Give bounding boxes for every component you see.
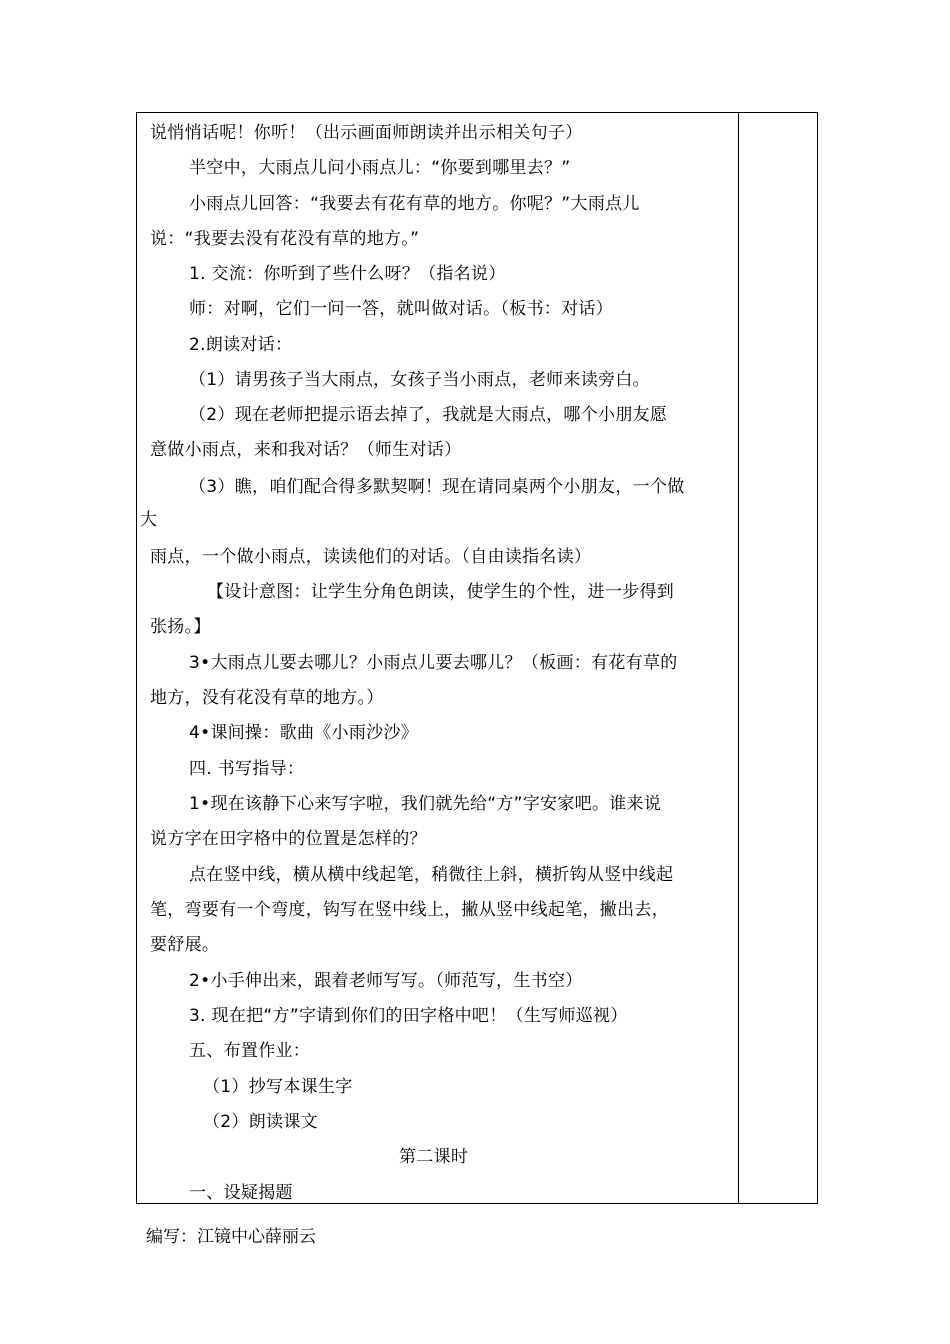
text-line: 大 xyxy=(140,510,158,530)
text-line: 小雨点儿回答：“我要去有花有草的地方。你呢？”大雨点儿 xyxy=(189,194,640,214)
text-line: 师：对啊，它们一问一答，就叫做对话。（板书：对话） xyxy=(189,299,613,319)
text-line: 说悄悄话呢！你听！（出示画面师朗读并出示相关句子） xyxy=(150,123,583,143)
text-line: 1•现在该静下心来写字啦，我们就先给“方”字安家吧。谁来说 xyxy=(189,794,662,814)
text-line: （2）现在老师把提示语去掉了，我就是大雨点，哪个小朋友愿 xyxy=(189,405,668,425)
text-line: 要舒展。 xyxy=(150,935,220,955)
homework-item: （2）朗读课文 xyxy=(203,1112,318,1132)
text-line: 意做小雨点，来和我对话？（师生对话） xyxy=(150,440,462,460)
text-line: 4•课间操：歌曲《小雨沙沙》 xyxy=(189,723,419,743)
lesson-title: 第二课时 xyxy=(399,1147,469,1167)
text-line: 说方字在田字格中的位置是怎样的？ xyxy=(150,829,427,849)
text-line: 2•小手伸出来，跟着老师写写。（师范写，生书空） xyxy=(189,971,583,991)
text-line: 半空中，大雨点儿问小雨点儿：“你要到哪里去？” xyxy=(189,158,571,178)
text-line: 笔，弯要有一个弯度，钩写在竖中线上，撇从竖中线起笔，撇出去， xyxy=(150,900,669,920)
text-line: 1. 交流：你听到了些什么呀？（指名说） xyxy=(189,264,506,284)
design-intent-text: 【设计意图：让学生分角色朗读，使学生的个性，进一步得到 xyxy=(207,582,675,602)
section-heading: 五、布置作业： xyxy=(189,1041,311,1061)
text-line: 雨点，一个做小雨点，读读他们的对话。（自由读指名读） xyxy=(150,547,592,567)
section-heading: 一、设疑揭题 xyxy=(189,1183,293,1203)
author-footer: 编写：江镜中心薛丽云 xyxy=(146,1227,316,1247)
text-line: 说：“我要去没有花没有草的地方。” xyxy=(150,229,420,249)
text-line: 3. 现在把“方”字请到你们的田字格中吧！（生写师巡视） xyxy=(189,1006,628,1026)
text-line: （3）瞧，咱们配合得多默契啊！现在请同桌两个小朋友，一个做 xyxy=(189,477,685,497)
text-line: 点在竖中线，横从横中线起笔，稍微往上斜，横折钩从竖中线起 xyxy=(189,865,674,885)
text-line: 3•大雨点儿要去哪儿？小雨点儿要去哪儿？（板画：有花有草的 xyxy=(189,653,678,673)
text-line: 地方，没有花没有草的地方。） xyxy=(150,688,384,708)
homework-item: （1）抄写本课生字 xyxy=(203,1077,353,1097)
section-heading: 四. 书写指导： xyxy=(189,759,305,779)
text-line: （1）请男孩子当大雨点，女孩子当小雨点，老师来读旁白。 xyxy=(189,370,650,390)
table-column-divider xyxy=(738,112,739,1204)
text-line: 2.朗读对话： xyxy=(189,335,293,355)
design-intent-text: 张扬。】 xyxy=(150,617,211,637)
